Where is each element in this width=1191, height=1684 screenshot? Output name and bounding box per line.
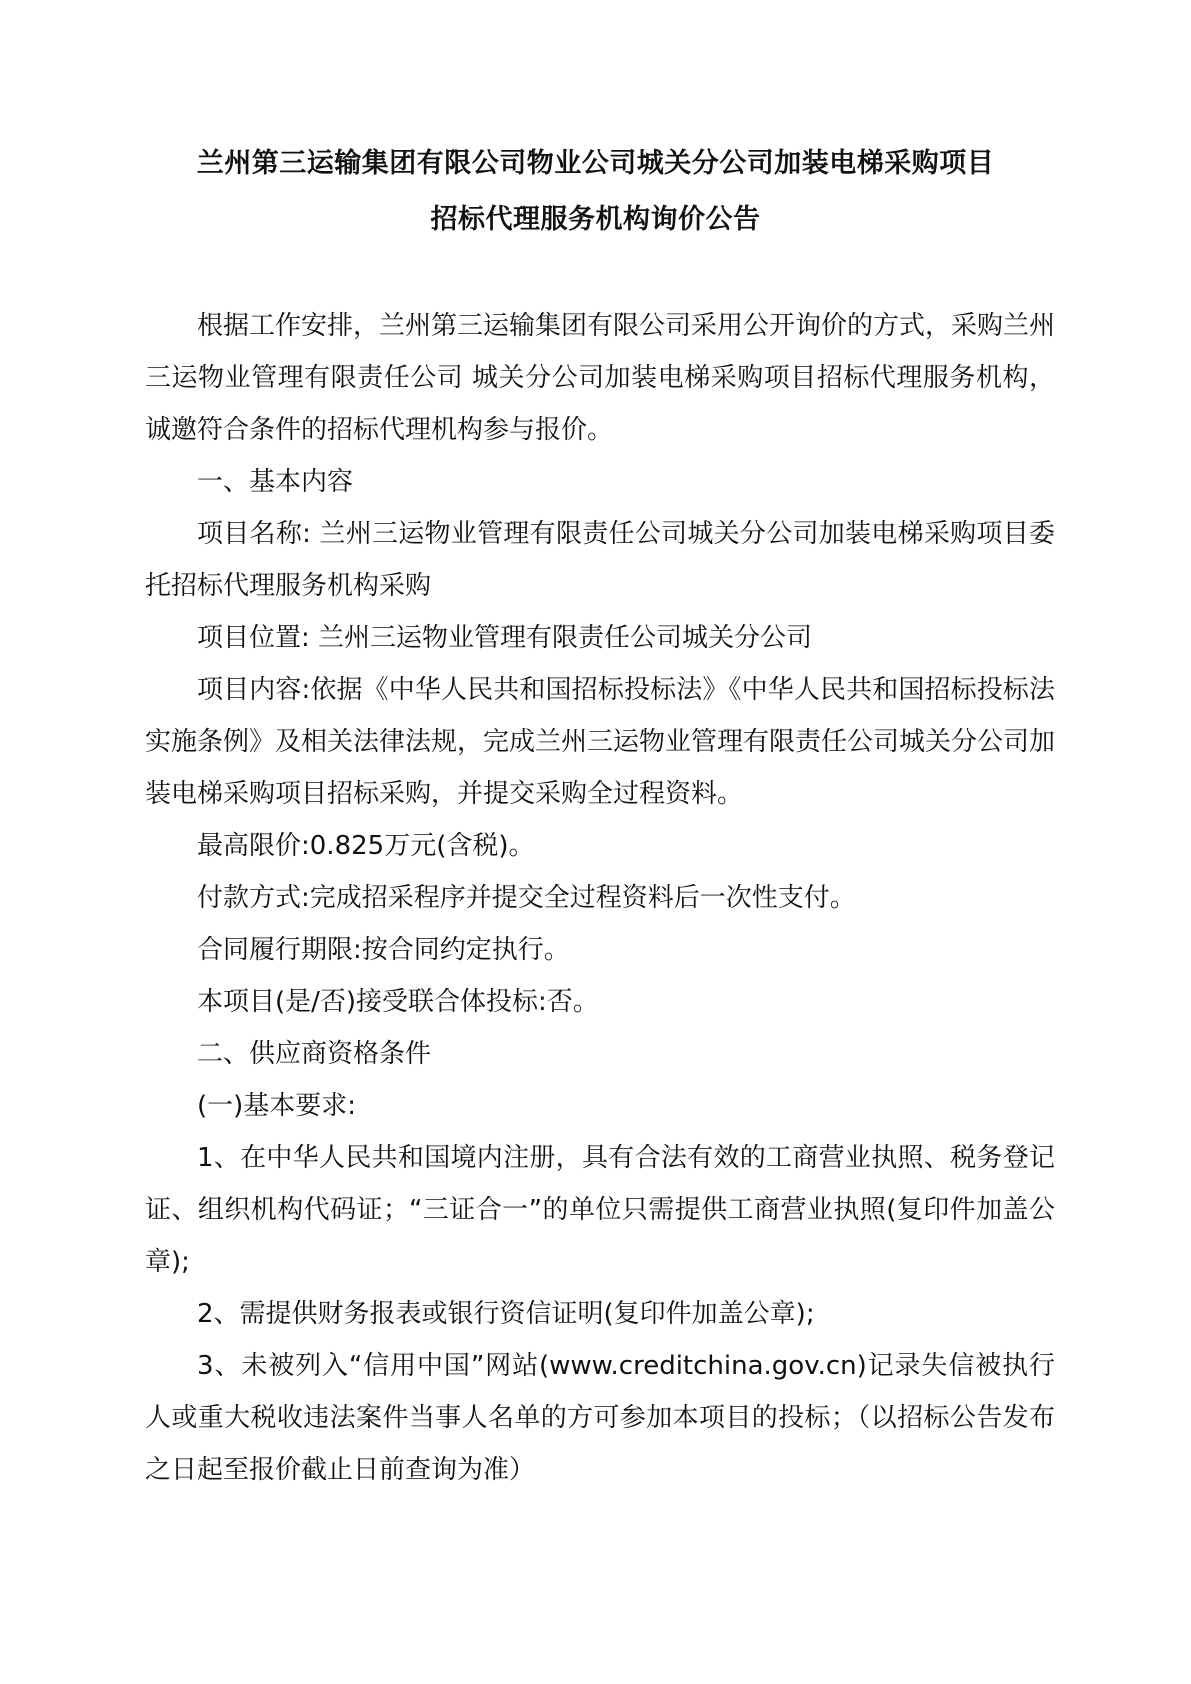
payment-method-paragraph: 付款方式:完成招采程序并提交全过程资料后一次性支付。	[197, 883, 856, 913]
project-location-paragraph: 项目位置: 兰州三运物业管理有限责任公司城关分公司	[197, 623, 813, 653]
subsection-basic-requirements: (一)基本要求:	[197, 1091, 357, 1121]
project-content-paragraph: 项目内容:依据《中华人民共和国招标投标法》《中华人民共和国招标投标法实施条例》及相关法律法规，完成兰州三运物业管理有限责任公司城关分公司加装电梯采购项目招标采购，并提交采购全过程资料。	[145, 675, 1056, 809]
requirement-item-1: 1、在中华人民共和国境内注册，具有合法有效的工商营业执照、税务登记证、组织机构代码证；“三证合一”的单位只需提供工商营业执照(复印件加盖公章);	[145, 1143, 1055, 1277]
consortium-bid-paragraph: 本项目(是/否)接受联合体投标:否。	[197, 987, 599, 1017]
section-heading-qualifications: 二、供应商资格条件	[197, 1039, 432, 1069]
document-title-line-1: 兰州第三运输集团有限公司物业公司城关分公司加装电梯采购项目	[196, 148, 995, 179]
document-body	[145, 300, 1055, 1496]
section-heading-basic-content: 一、基本内容	[197, 467, 354, 497]
requirement-item-2: 2、需提供财务报表或银行资信证明(复印件加盖公章);	[197, 1299, 815, 1329]
max-price-paragraph: 最高限价:0.825万元(含税)。	[197, 831, 535, 861]
contract-term-paragraph: 合同履行期限:按合同约定执行。	[197, 935, 570, 965]
requirement-item-3: 3、未被列入“信用中国”网站(www.creditchina.gov.cn)记录失信被执行人或重大税收违法案件当事人名单的方可参加本项目的投标；（以招标公告发布之日起至报价截止日前查询为准）	[145, 1351, 1055, 1485]
document-title-line-2: 招标代理服务机构询价公告	[430, 204, 761, 235]
project-name-paragraph: 项目名称: 兰州三运物业管理有限责任公司城关分公司加装电梯采购项目委托招标代理服务机构采购	[145, 519, 1055, 601]
intro-paragraph: 根据工作安排，兰州第三运输集团有限公司采用公开询价的方式，采购兰州三运物业管理有限责任公司 城关分公司加装电梯采购项目招标代理服务机构，诚邀符合条件的招标代理机构参与报价。	[145, 311, 1056, 445]
